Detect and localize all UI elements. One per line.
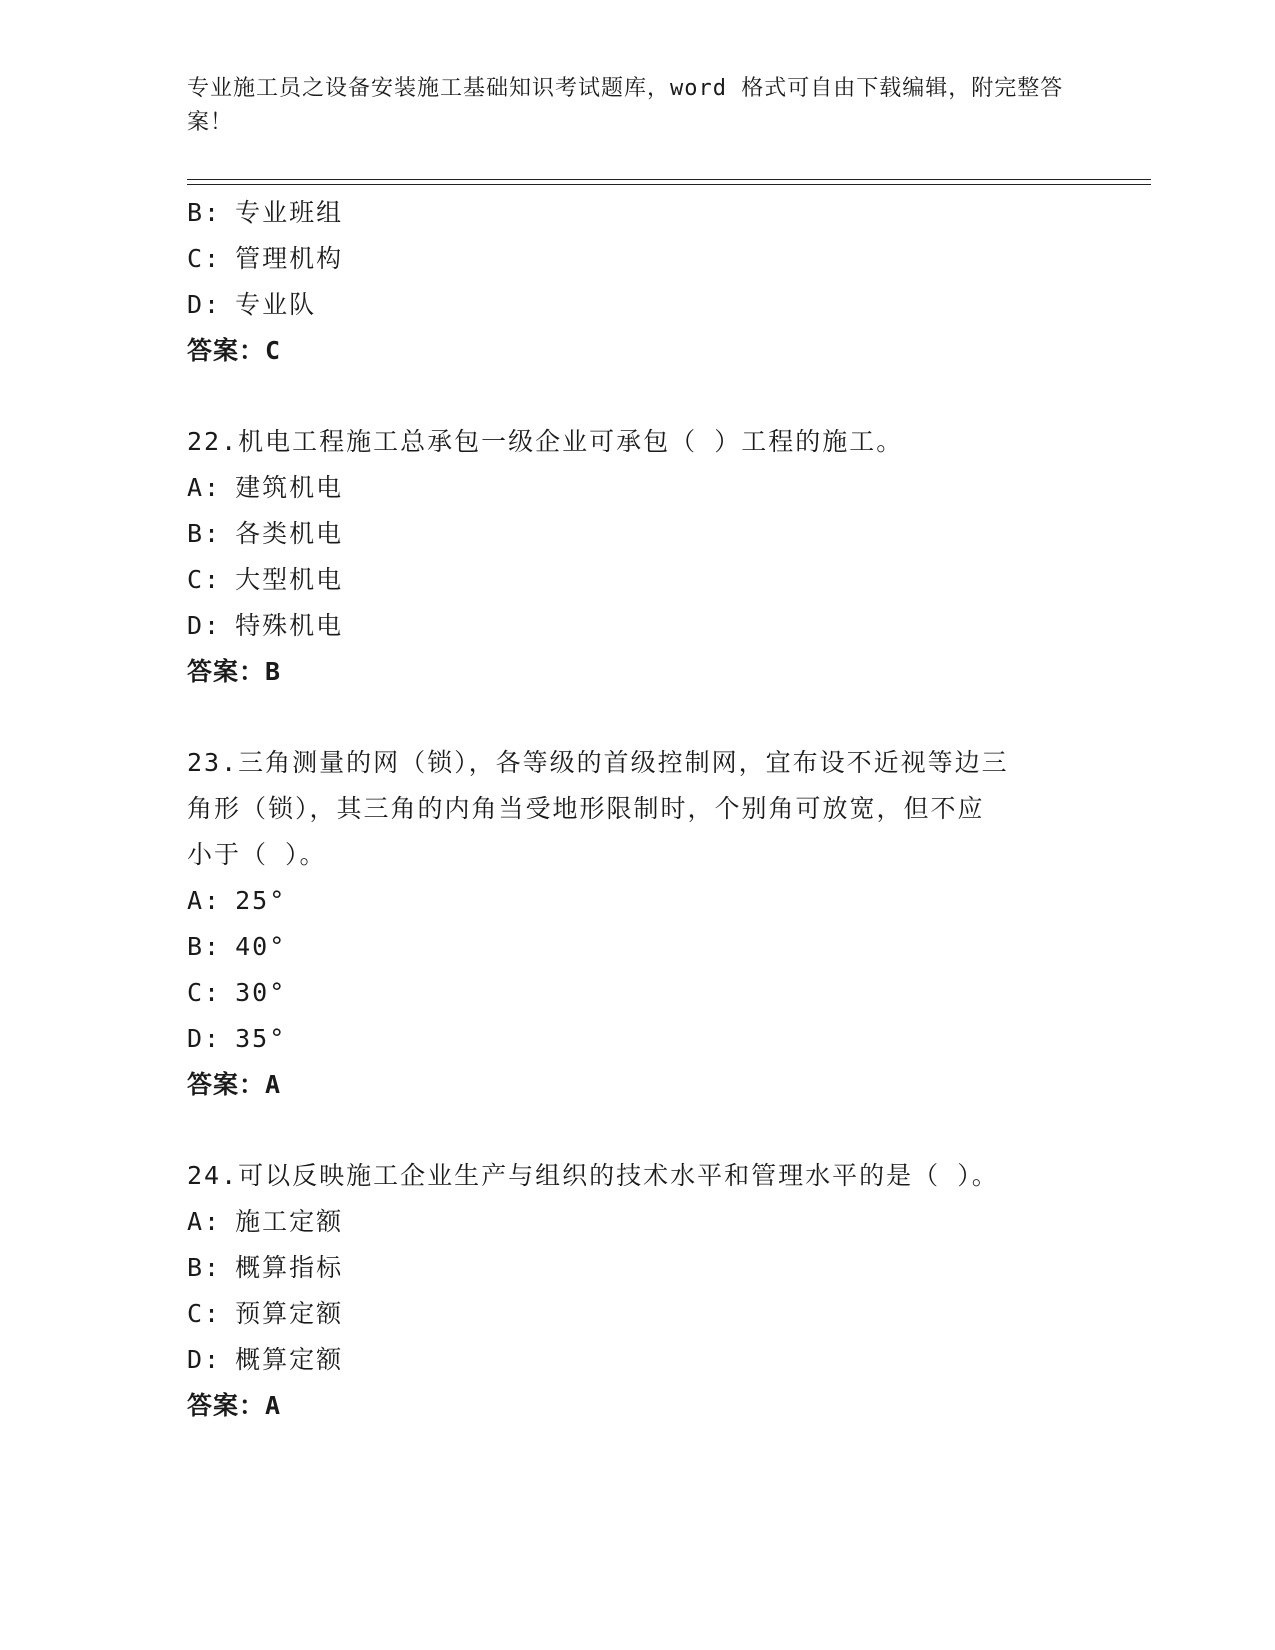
option-b <box>187 511 1087 557</box>
option-c <box>187 970 1087 1016</box>
option-text: 概算定额 <box>235 1345 344 1374</box>
option-letter: D: <box>187 290 222 319</box>
question-stem: 24.可以反映施工企业生产与组织的技术水平和管理水平的是（ ）。 <box>187 1161 999 1190</box>
spacer <box>187 1108 1087 1153</box>
answer-line: 答案：A <box>187 1391 282 1420</box>
option-a <box>187 1199 1087 1245</box>
option-text: 25° <box>235 886 287 915</box>
question-22 <box>187 419 1087 695</box>
option-text: 大型机电 <box>235 565 344 594</box>
option-text: 预算定额 <box>235 1299 344 1328</box>
option-text: 施工定额 <box>235 1207 344 1236</box>
question-list <box>187 190 1087 1429</box>
option-letter: B: <box>187 198 222 227</box>
option-letter: A: <box>187 886 222 915</box>
option-letter: C: <box>187 565 222 594</box>
answer-line: 答案：B <box>187 657 282 686</box>
option-text: 概算指标 <box>235 1253 344 1282</box>
option-text: 35° <box>235 1024 287 1053</box>
option-letter: B: <box>187 519 222 548</box>
option-letter: D: <box>187 1345 222 1374</box>
option-text: 特殊机电 <box>235 611 344 640</box>
header-divider-bottom <box>187 184 1151 185</box>
option-text: 建筑机电 <box>235 473 344 502</box>
spacer <box>187 695 1087 740</box>
answer-line: 答案：A <box>187 1070 282 1099</box>
option-c <box>187 557 1087 603</box>
option-c <box>187 236 1087 282</box>
option-d <box>187 1337 1087 1383</box>
option-letter: D: <box>187 1024 222 1053</box>
document-header: 专业施工员之设备安装施工基础知识考试题库，word 格式可自由下载编辑，附完整答案！ <box>187 76 1064 135</box>
option-letter: B: <box>187 932 222 961</box>
option-letter: C: <box>187 1299 222 1328</box>
option-text: 40° <box>235 932 287 961</box>
option-a <box>187 878 1087 924</box>
question-stem-line: 23.三角测量的网（锁），各等级的首级控制网，宜布设不近视等边三 <box>187 748 1009 777</box>
spacer <box>187 374 1087 419</box>
option-d <box>187 282 1087 328</box>
option-a <box>187 465 1087 511</box>
option-letter: B: <box>187 1253 222 1282</box>
question-stem: 22.机电工程施工总承包一级企业可承包（ ）工程的施工。 <box>187 427 904 456</box>
question-stem-line: 角形（锁），其三角的内角当受地形限制时，个别角可放宽，但不应 <box>187 794 985 823</box>
option-b <box>187 924 1087 970</box>
question-23 <box>187 740 1087 1108</box>
header-divider-top <box>187 179 1151 180</box>
option-text: 专业队 <box>235 290 317 319</box>
option-text: 30° <box>235 978 287 1007</box>
option-letter: C: <box>187 244 222 273</box>
answer-line: 答案：C <box>187 336 282 365</box>
question-21-tail <box>187 190 1087 374</box>
option-d <box>187 1016 1087 1062</box>
option-text: 管理机构 <box>235 244 344 273</box>
option-d <box>187 603 1087 649</box>
option-text: 专业班组 <box>235 198 344 227</box>
option-text: 各类机电 <box>235 519 344 548</box>
option-letter: C: <box>187 978 222 1007</box>
option-letter: D: <box>187 611 222 640</box>
option-letter: A: <box>187 473 222 502</box>
question-24 <box>187 1153 1087 1429</box>
question-stem-line: 小于（ ）。 <box>187 840 327 869</box>
option-letter: A: <box>187 1207 222 1236</box>
option-b <box>187 190 1087 236</box>
option-b <box>187 1245 1087 1291</box>
option-c <box>187 1291 1087 1337</box>
